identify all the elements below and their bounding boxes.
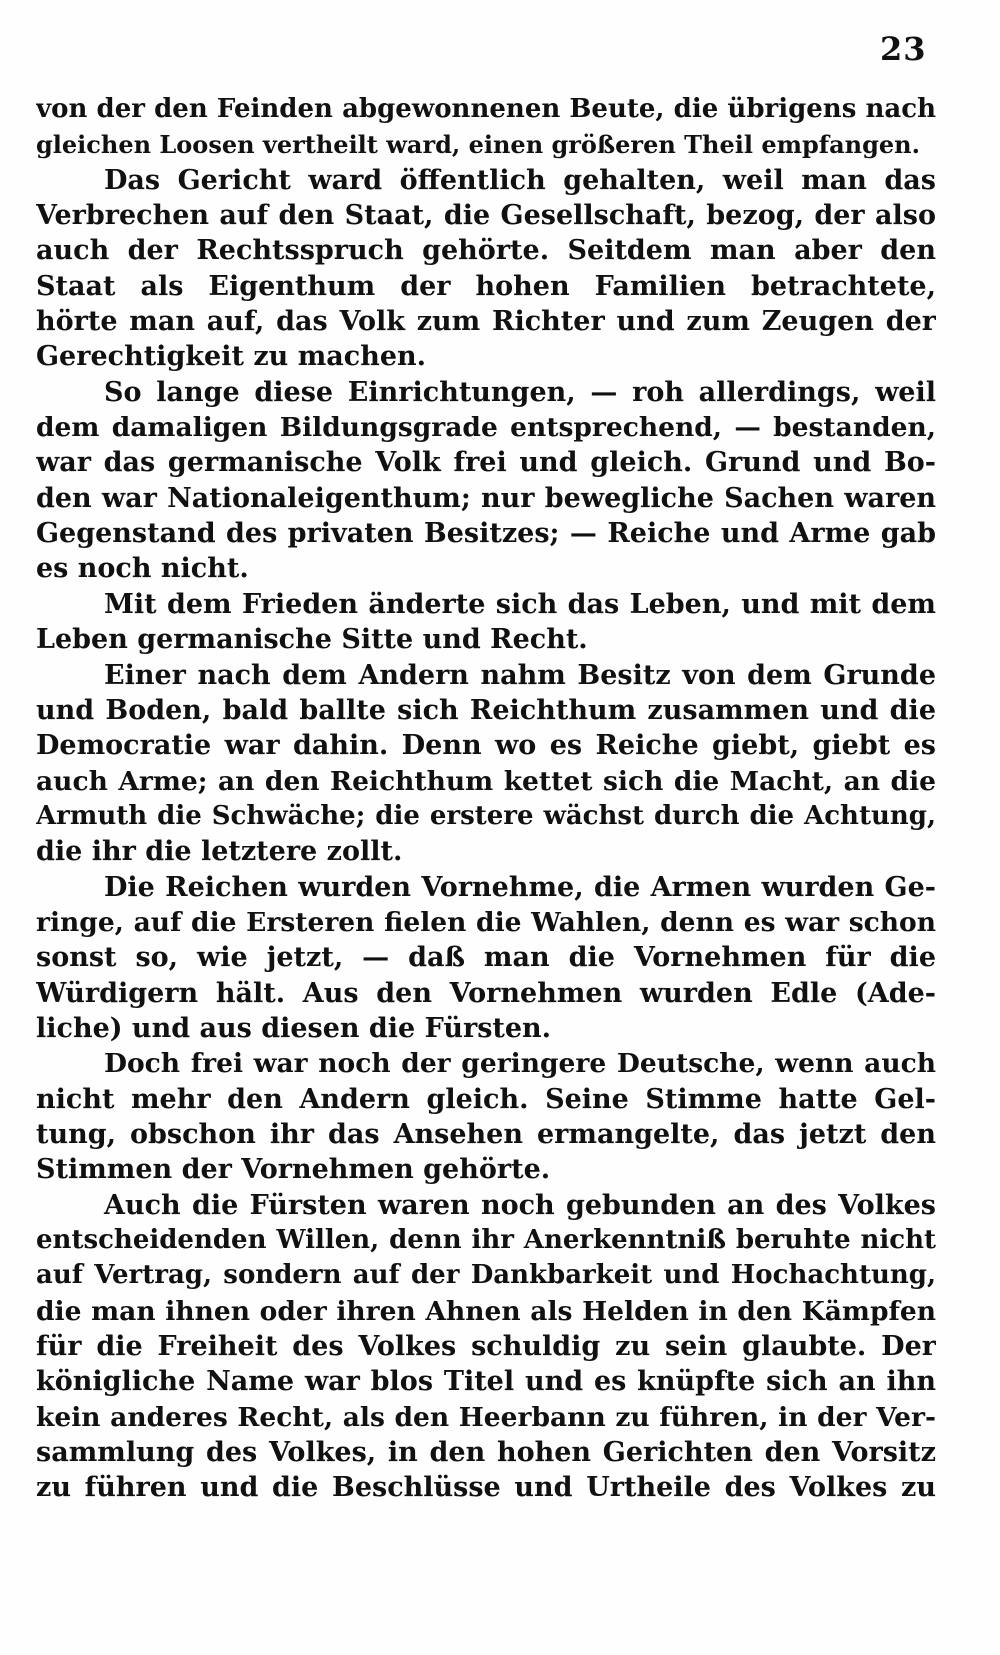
- text-line: Das Gericht ward öffentlich gehalten, weil man das: [104, 164, 936, 196]
- text-line: hörte man auf, das Volk zum Richter und zum Zeugen der: [36, 306, 936, 338]
- text-line: Verbrechen auf den Staat, die Gesellschaft, bezog, der also: [36, 200, 936, 232]
- text-line: Gegenstand des privaten Besitzes; — Reiche und Arme gab: [36, 518, 936, 550]
- text-line: tung, obschon ihr das Ansehen ermangelte, das jetzt den: [36, 1118, 936, 1150]
- text-line: königliche Name war blos Titel und es knüpfte sich an ihn: [36, 1366, 936, 1398]
- text-line: es noch nicht.: [36, 553, 249, 585]
- text-line: gleichen Loosen vertheilt ward, einen größeren Theil empfangen.: [36, 130, 920, 160]
- text-line: ringe, auf die Ersteren fielen die Wahlen, denn es war schon: [36, 906, 936, 938]
- text-line: zu führen und die Beschlüsse und Urtheile des Volkes zu: [36, 1472, 936, 1504]
- text-line: Democratie war dahin. Denn wo es Reiche giebt, giebt es: [36, 730, 936, 762]
- text-line: auch der Rechtsspruch gehörte. Seitdem man aber den: [36, 235, 936, 267]
- page-number: 23: [880, 30, 927, 68]
- text-line: liche) und aus diesen die Fürsten.: [36, 1012, 552, 1044]
- text-line: den war Nationaleigenthum; nur bewegliche Sachen waren: [36, 482, 936, 514]
- text-line: Doch frei war noch der geringere Deutsche, wenn auch: [104, 1048, 936, 1080]
- text-line: Staat als Eigenthum der hohen Familien betrachtete,: [36, 270, 936, 302]
- text-line: für die Freiheit des Volkes schuldig zu sein glaubte. Der: [36, 1331, 936, 1363]
- text-line: Armuth die Schwäche; die erstere wächst durch die Achtung,: [36, 800, 936, 831]
- text-line: Mit dem Frieden änderte sich das Leben, und mit dem: [104, 588, 936, 620]
- text-line: die man ihnen oder ihren Ahnen als Helden in den Kämpfen: [36, 1295, 936, 1327]
- text-line: die ihr die letztere zollt.: [36, 836, 403, 868]
- text-line: entscheidenden Willen, denn ihr Anerkenntniß beruhte nicht: [36, 1225, 936, 1255]
- body-text: [36, 92, 936, 1506]
- text-line: Auch die Fürsten waren noch gebunden an des Volkes: [104, 1189, 936, 1221]
- text-line: Die Reichen wurden Vornehme, die Armen wurden Ge-: [104, 871, 936, 903]
- text-line: nicht mehr den Andern gleich. Seine Stimme hatte Gel-: [36, 1083, 936, 1115]
- text-line: So lange diese Einrichtungen, — roh allerdings, weil: [104, 376, 936, 408]
- text-line: auch Arme; an den Reichthum kettet sich die Macht, an die: [36, 765, 936, 797]
- text-line: war das germanische Volk frei und gleich. Grund und Bo-: [36, 447, 936, 479]
- text-line: Würdigern hält. Aus den Vornehmen wurden Edle (Ade-: [36, 977, 936, 1009]
- text-line: Leben germanische Sitte und Recht.: [36, 624, 588, 656]
- text-line: Stimmen der Vornehmen gehörte.: [36, 1154, 551, 1186]
- text-line: sonst so, wie jetzt, — daß man die Vornehmen für die: [36, 942, 936, 974]
- text-line: dem damaligen Bildungsgrade entsprechend, — bestanden,: [36, 412, 936, 444]
- text-line: Einer nach dem Andern nahm Besitz von dem Grunde: [104, 659, 936, 691]
- text-line: kein anderes Recht, als den Heerbann zu führen, in der Ver-: [36, 1401, 936, 1433]
- text-line: sammlung des Volkes, in den hohen Gerichten den Vorsitz: [36, 1437, 936, 1469]
- text-line: Gerechtigkeit zu machen.: [36, 341, 427, 373]
- text-line: von der den Feinden abgewonnenen Beute, die übrigens nach: [36, 94, 936, 124]
- text-line: und Boden, bald ballte sich Reichthum zusammen und die: [36, 694, 936, 726]
- text-line: auf Vertrag, sondern auf der Dankbarkeit und Hochachtung,: [36, 1260, 936, 1291]
